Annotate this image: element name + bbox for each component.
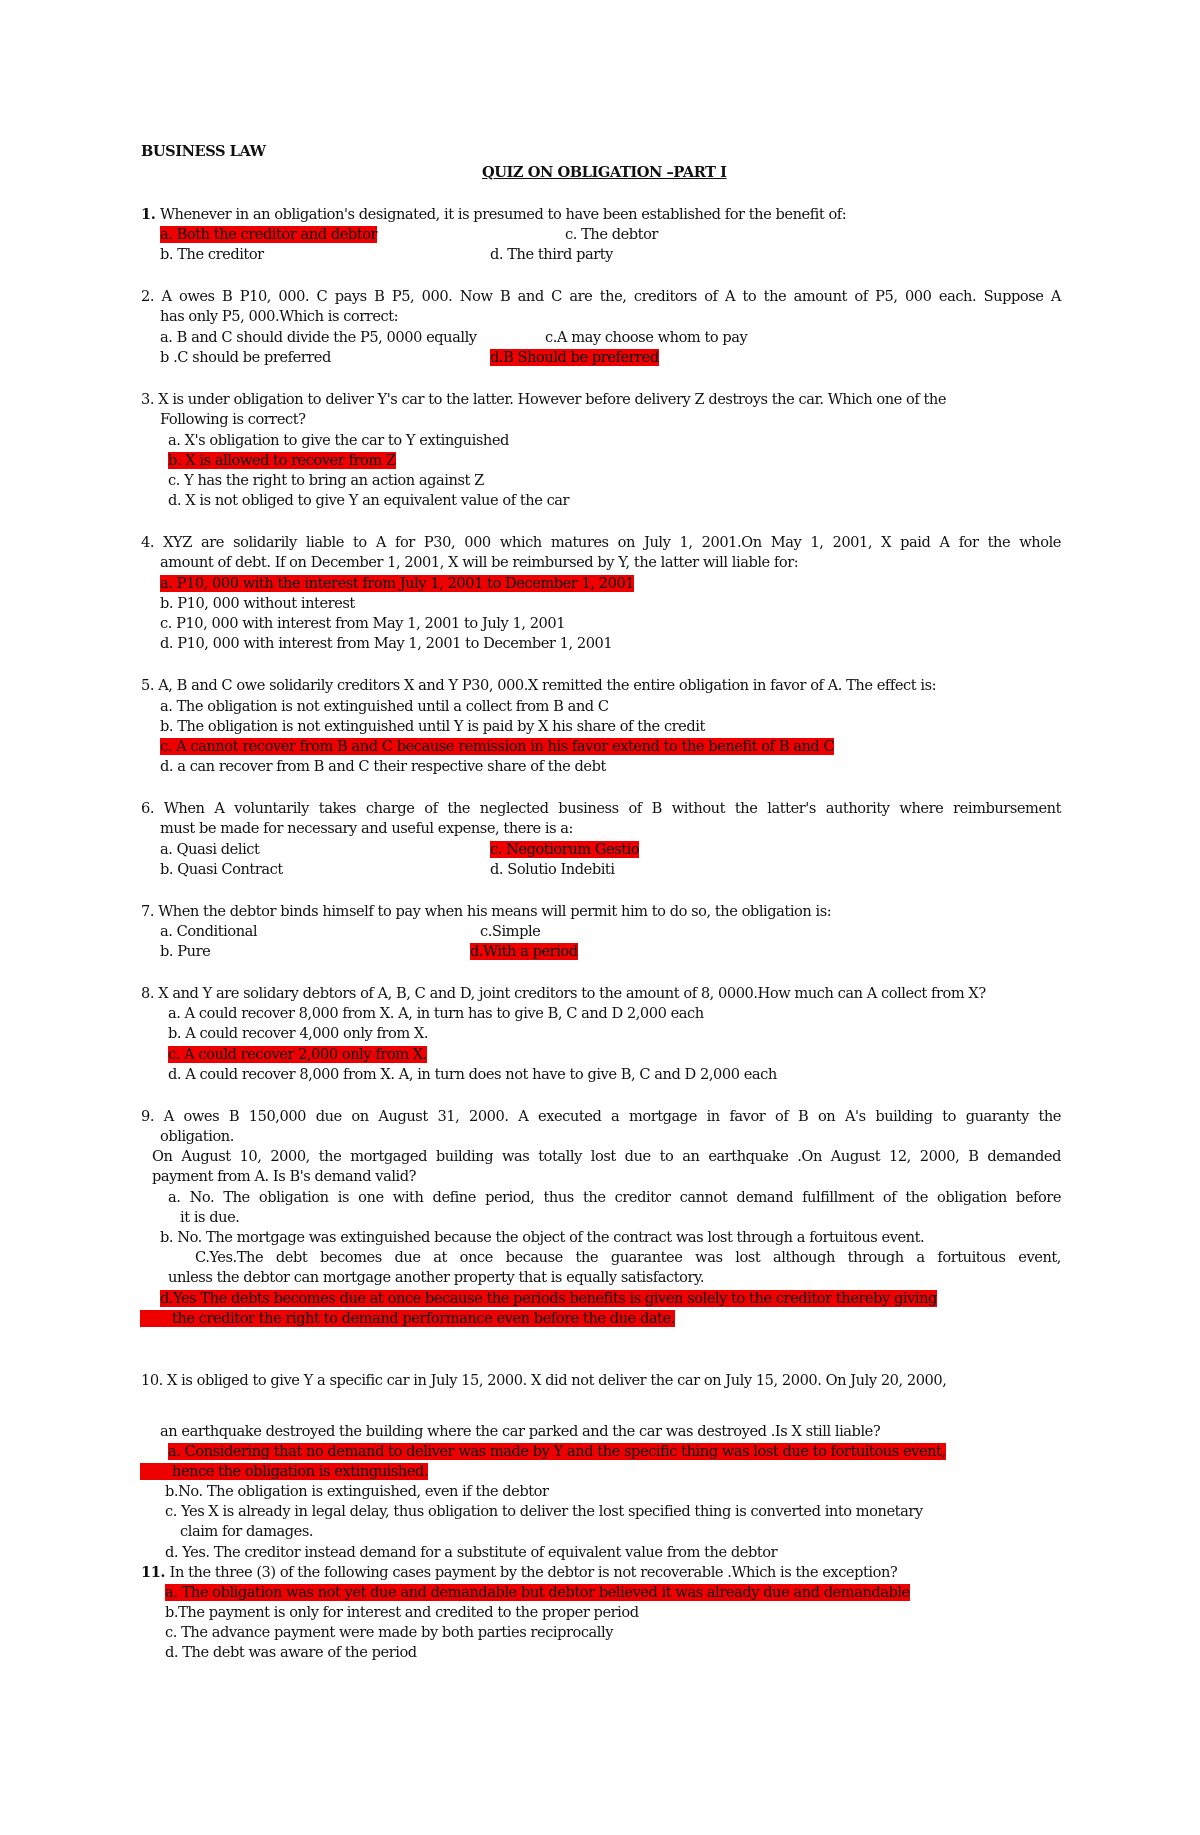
q11-choice-d: d. The debt was aware of the period [165, 1644, 417, 1661]
q9-choice-a: a. No. The obligation is one with define period, thus the creditor cannot demand fulfillment of the obligation before [168, 1189, 1061, 1206]
question-1 [141, 205, 846, 224]
question-text: In the three (3) of the following cases payment by the debtor is not recoverable .Which is the exception? [169, 1564, 898, 1581]
q4-choice-b: b. P10, 000 without interest [160, 595, 355, 612]
question-9-ask: payment from A. Is B's demand valid? [152, 1168, 417, 1185]
q3-choice-a: a. X's obligation to give the car to Y extinguished [168, 432, 509, 449]
question-2-cont: has only P5, 000.Which is correct: [160, 308, 399, 325]
q4-choice-c: c. P10, 000 with interest from May 1, 2001 to July 1, 2001 [160, 615, 566, 632]
q3-choice-c: c. Y has the right to bring an action against Z [168, 472, 484, 489]
q5-choice-a: a. The obligation is not extinguished until a collect from B and C [160, 698, 609, 715]
q7-choice-d [470, 942, 578, 961]
q10-choice-c: c. Yes X is already in legal delay, thus obligation to deliver the lost specified thing is converted into monetary [165, 1503, 923, 1520]
q6-choice-b: b. Quasi Contract [160, 861, 283, 878]
question-8: 8. X and Y are solidary debtors of A, B, C and D, joint creditors to the amount of 8, 0000.How much can A collect from X? [141, 985, 986, 1002]
q2-choice-b: b .C should be preferred [160, 349, 331, 366]
answer-highlight: d.With a period [470, 943, 578, 960]
question-3-cont: Following is correct? [160, 411, 306, 428]
q10-choice-a [168, 1442, 946, 1461]
q10-choice-d: d. Yes. The creditor instead demand for a substitute of equivalent value from the debtor [165, 1544, 778, 1561]
answer-highlight: a. Considering that no demand to deliver was made by Y and the specific thing was lost due to fortuitous event, [168, 1443, 946, 1460]
q8-choice-a: a. A could recover 8,000 from X. A, in turn has to give B, C and D 2,000 each [168, 1005, 704, 1022]
q2-choice-c: c.A may choose whom to pay [545, 329, 748, 346]
q3-choice-d: d. X is not obliged to give Y an equivalent value of the car [168, 492, 570, 509]
question-text: Whenever in an obligation's designated, it is presumed to have been established for the benefit of: [159, 206, 847, 223]
answer-highlight: d.B Should be preferred [490, 349, 659, 366]
q1-choice-b: b. The creditor [160, 246, 264, 263]
q6-choice-d: d. Solutio Indebiti [490, 861, 615, 878]
q7-choice-a: a. Conditional [160, 923, 258, 940]
question-11 [141, 1563, 897, 1582]
answer-highlight: a. Both the creditor and debtor [160, 226, 378, 243]
q11-choice-c: c. The advance payment were made by both parties reciprocally [165, 1624, 614, 1641]
q10-choice-c-cont: claim for damages. [180, 1523, 314, 1540]
answer-highlight: b. X is allowed to recover from Z [168, 452, 396, 469]
question-9-cont: obligation. [160, 1128, 234, 1145]
question-9-scenario: On August 10, 2000, the mortgaged building was totally lost due to an earthquake .On August 12, 2000, B demanded [152, 1148, 1061, 1165]
question-9: 9. A owes B 150,000 due on August 31, 2000. A executed a mortgage in favor of B on A's building to guaranty the [141, 1108, 1061, 1125]
question-7: 7. When the debtor binds himself to pay when his means will permit him to do so, the obligation is: [141, 903, 832, 920]
question-6-cont: must be made for necessary and useful expense, there is a: [160, 820, 574, 837]
q10-choice-a-cont [140, 1462, 428, 1481]
q1-choice-c: c. The debtor [565, 226, 658, 243]
question-number: 11. [141, 1564, 170, 1581]
answer-highlight: d.Yes The debts becomes due at once because the periods benefits is given solely to the creditor thereby giving [160, 1290, 937, 1307]
q4-choice-a [160, 574, 634, 593]
q5-choice-b: b. The obligation is not extinguished until Y is paid by X his share of the credit [160, 718, 705, 735]
answer-highlight: c. A cannot recover from B and C because remission in his favor extend to the benefit of B and C [160, 738, 835, 755]
answer-highlight: a. P10, 000 with the interest from July 1, 2001 to December 1, 2001 [160, 575, 635, 592]
answer-highlight: c. Negotiorum Gestio [490, 841, 640, 858]
question-number: 1. [141, 206, 160, 223]
question-3: 3. X is under obligation to deliver Y's car to the latter. However before delivery Z destroys the car. Which one of the [141, 391, 947, 408]
q8-choice-c [168, 1045, 427, 1064]
question-10: 10. X is obliged to give Y a specific car in July 15, 2000. X did not deliver the car on July 15, 2000. On July 20, 2000, [141, 1372, 947, 1389]
q6-choice-a: a. Quasi delict [160, 841, 260, 858]
q9-choice-a-cont: it is due. [180, 1209, 240, 1226]
question-2: 2. A owes B P10, 000. C pays B P5, 000. Now B and C are the, creditors of A to the amount of P5, 000 each. Suppose A [141, 288, 1061, 305]
q9-choice-d-cont [140, 1309, 675, 1328]
quiz-title: QUIZ ON OBLIGATION –PART I [482, 164, 727, 181]
question-6: 6. When A voluntarily takes charge of the neglected business of B without the latter's authority where reimbursement [141, 800, 1061, 817]
answer-highlight: a. The obligation was not yet due and demandable but debtor believed it was already due and demandable [165, 1584, 910, 1601]
q8-choice-d: d. A could recover 8,000 from X. A, in turn does not have to give B, C and D 2,000 each [168, 1066, 777, 1083]
q8-choice-b: b. A could recover 4,000 only from X. [168, 1025, 429, 1042]
question-5: 5. A, B and C owe solidarily creditors X and Y P30, 000.X remitted the entire obligation in favor of A. The effect is: [141, 677, 937, 694]
answer-highlight: hence the obligation is extinguished. [140, 1463, 428, 1480]
q2-choice-d [490, 348, 659, 367]
q11-choice-a [165, 1583, 910, 1602]
q4-choice-d: d. P10, 000 with interest from May 1, 2001 to December 1, 2001 [160, 635, 613, 652]
q6-choice-c [490, 840, 639, 859]
q2-choice-a: a. B and C should divide the P5, 0000 equally [160, 329, 477, 346]
answer-highlight: c. A could recover 2,000 only from X. [168, 1046, 427, 1063]
q10-choice-b: b.No. The obligation is extinguished, even if the debtor [165, 1483, 549, 1500]
question-4: 4. XYZ are solidarily liable to A for P30, 000 which matures on July 1, 2001.On May 1, 2001, X paid A for the whole [141, 534, 1061, 551]
q1-choice-d: d. The third party [490, 246, 613, 263]
q9-choice-d [160, 1289, 937, 1308]
question-4-cont: amount of debt. If on December 1, 2001, X will be reimbursed by Y, the latter will liable for: [160, 554, 799, 571]
q5-choice-c [160, 737, 834, 756]
q9-choice-b: b. No. The mortgage was extinguished because the object of the contract was lost through a fortuitous event. [160, 1229, 925, 1246]
question-10-cont: an earthquake destroyed the building where the car parked and the car was destroyed .Is X still liable? [160, 1423, 881, 1440]
q7-choice-c: c.Simple [480, 923, 541, 940]
subject-heading: BUSINESS LAW [141, 143, 266, 160]
q1-choice-a [160, 225, 377, 244]
q11-choice-b: b.The payment is only for interest and credited to the proper period [165, 1604, 639, 1621]
answer-highlight: the creditor the right to demand performance even before the due date. [140, 1310, 675, 1327]
q9-choice-c: C.Yes.The debt becomes due at once because the guarantee was lost although through a fortuitous event, [195, 1249, 1061, 1266]
q3-choice-b [168, 451, 396, 470]
q9-choice-c-cont: unless the debtor can mortgage another property that is equally satisfactory. [168, 1269, 705, 1286]
q5-choice-d: d. a can recover from B and C their respective share of the debt [160, 758, 606, 775]
q7-choice-b: b. Pure [160, 943, 211, 960]
